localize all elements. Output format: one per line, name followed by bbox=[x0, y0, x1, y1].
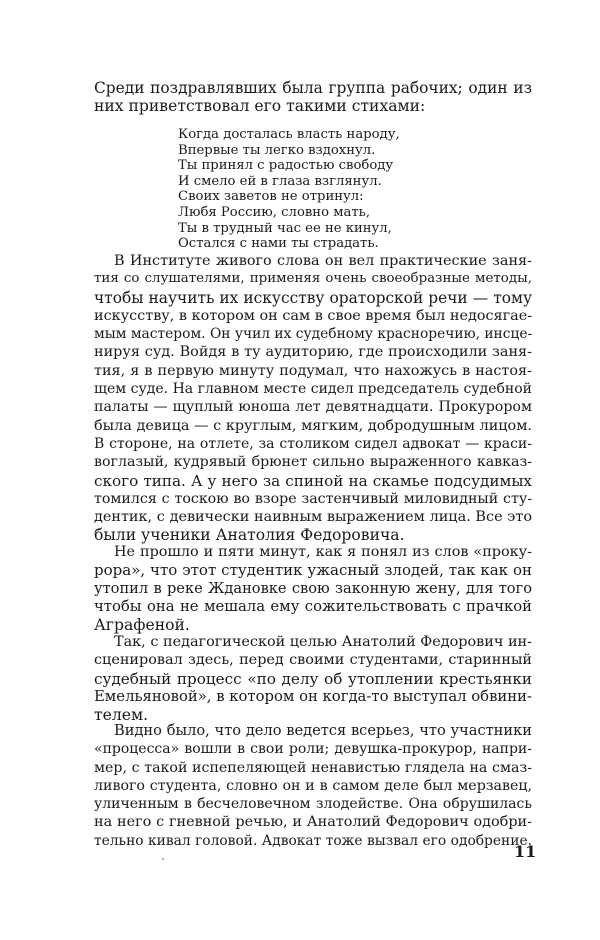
paragraph-pedagogy bbox=[94, 633, 532, 724]
paragraph-trial bbox=[94, 722, 532, 850]
text-line: чтобы она не мешала ему сожительствовать с прачкой bbox=[94, 597, 532, 615]
poem-line: Впервые ты легко вздохнул. bbox=[178, 142, 376, 158]
intro-paragraph bbox=[94, 79, 532, 116]
poem-line: Любя Россию, словно мать, bbox=[178, 204, 371, 220]
poem-line: Когда досталась власть народу, bbox=[178, 127, 400, 142]
text-line: Емельяновой», в котором он когда-то выступал обвини- bbox=[94, 687, 532, 705]
text-line: Так, с педагогической целью Анатолий Федорович ин- bbox=[114, 634, 532, 650]
text-line: ливого студента, словно он и в самом деле был мерзавец, bbox=[94, 777, 532, 794]
text-line: на него с гневной речью, и Анатолий Федорович одобри- bbox=[94, 814, 532, 831]
text-line: Не прошло и пяти минут, как я понял из слов «проку- bbox=[114, 544, 532, 560]
text-line: тия со слушателями, применяя очень своеобразные методы, bbox=[94, 271, 532, 287]
text-line: томился с тоскою во взоре застенчивый миловидный сту- bbox=[94, 490, 532, 507]
text-line: искусству, в котором он сам в свое время был недосягае- bbox=[94, 307, 533, 324]
text-line: уличенным в бесчеловечном злодействе. Она обрушилась bbox=[94, 796, 532, 813]
paragraph-institute bbox=[94, 252, 532, 545]
text-line: тельно кивал головой. Адвокат тоже вызвал его одобрение. bbox=[94, 832, 532, 849]
text-line: Видно было, что дело ведется всерьез, что участники bbox=[114, 722, 532, 739]
text-line: ского типа. А у него за спиной на скамье подсудимых bbox=[94, 471, 532, 490]
text-line: В Институте живого слова он вел практические заня- bbox=[114, 253, 532, 269]
text-line: нируя суд. Войдя в ту аудиторию, где происходили заня- bbox=[94, 344, 532, 361]
text-line: чтобы научить их искусству ораторской речи — тому bbox=[94, 288, 532, 307]
poem-line: Ты в трудный час ее не кинул, bbox=[178, 220, 392, 236]
poem-line: Ты принял с радостью свободу bbox=[178, 158, 394, 174]
poem-line: И смело ей в глаза взглянул. bbox=[178, 173, 382, 189]
text-line: Аграфеной. bbox=[94, 616, 190, 635]
text-line: сценировал здесь, перед своими студентами, старинный bbox=[94, 652, 532, 669]
text-line: были ученики Анатолия Федоровича. bbox=[94, 526, 405, 545]
intro-line: них приветствовал его такими стихами: bbox=[94, 97, 426, 116]
text-line: была девица — с круглым, мягким, добродушным лицом. bbox=[94, 417, 532, 434]
page-number: 11 bbox=[514, 842, 537, 861]
text-line: воглазый, кудрявый брюнет сильно выраженного кавказ- bbox=[94, 454, 532, 471]
poem-block bbox=[178, 127, 400, 252]
text-line: рора», что этот студентик ужасный злодей, так как он bbox=[94, 561, 532, 580]
text-line: В стороне, на отлете, за столиком сидел адвокат — краси- bbox=[94, 435, 532, 452]
text-line: щем суде. На главном месте сидел председатель судебной bbox=[94, 381, 532, 398]
intro-line: Среди поздравлявших была группа рабочих; один из bbox=[94, 79, 532, 97]
text-line: утопил в реке Ждановке свою законную жену, для того bbox=[94, 579, 532, 597]
text-line: «процесса» вошли в свои роли; девушка-прокурор, напри- bbox=[94, 741, 532, 758]
text-line: телем. bbox=[94, 706, 149, 725]
text-line: судебный процесс «по делу об утоплении крестьянки bbox=[94, 669, 532, 688]
text-line: мер, с такой испепеляющей ненавистью глядела на смаз- bbox=[94, 759, 532, 776]
text-line: палаты — щуплый юноша лет девятнадцати. Прокурором bbox=[94, 399, 532, 416]
poem-line: Своих заветов не отринул: bbox=[178, 189, 364, 205]
poem-line: Остался с нами ты страдать. bbox=[178, 236, 379, 252]
text-line: дентик, с девически наивным выражением лица. Все это bbox=[94, 509, 532, 526]
paragraph-prosecutor bbox=[94, 543, 532, 634]
text-line: тия, я в первую минуту подумал, что нахожусь в настоя- bbox=[94, 362, 532, 379]
text-line: мым мастером. Он учил их судебному красноречию, инсце- bbox=[94, 326, 533, 343]
print-speck bbox=[162, 858, 164, 860]
